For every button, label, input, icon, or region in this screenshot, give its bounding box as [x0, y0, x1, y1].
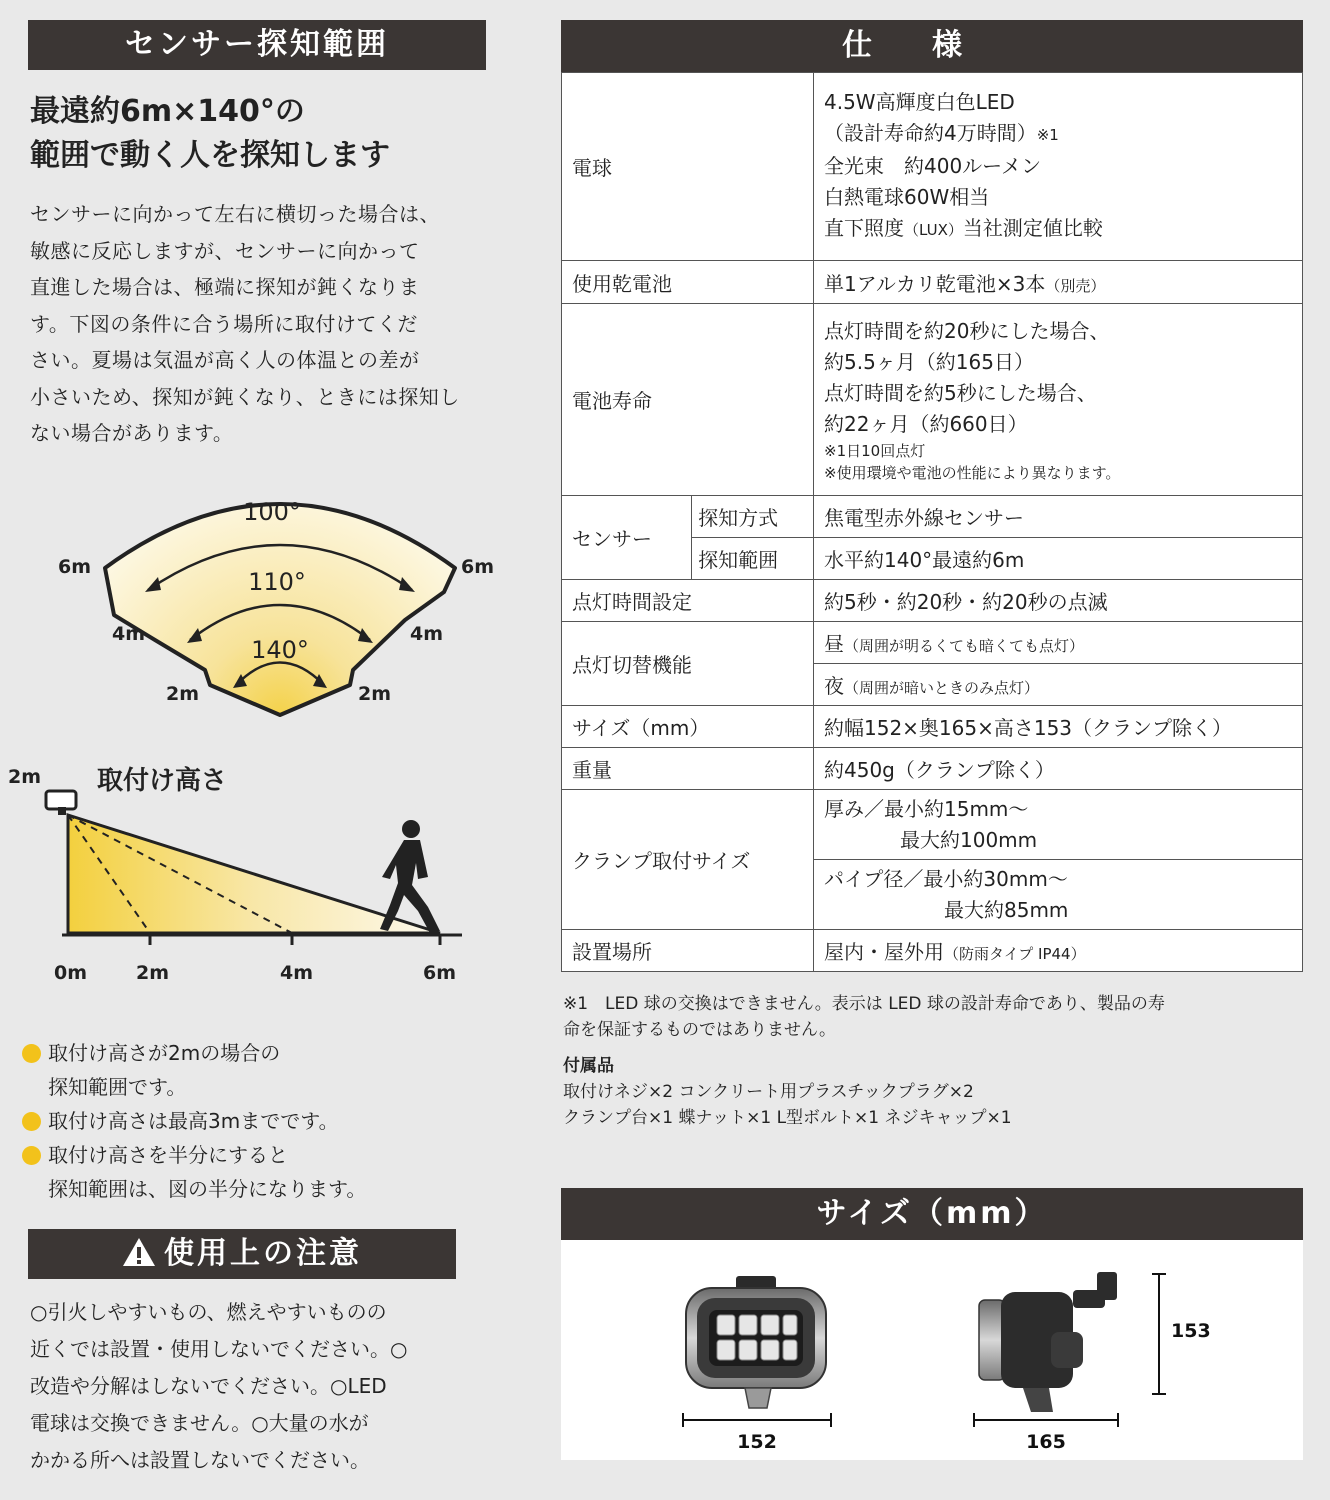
distance-label: 4m [112, 623, 146, 645]
headline-line: 範囲で動く人を探知します [30, 138, 390, 173]
light-side-view-icon [979, 1272, 1117, 1412]
spec-label: 点灯切替機能 [562, 622, 814, 706]
description-line: さい。夏場は気温が高く人の体温との差が [30, 348, 420, 372]
bulb-line: 全光束 約400ルーメン [824, 154, 1042, 178]
life-line: 点灯時間を約5秒にした場合、 [824, 380, 1097, 405]
height-label: 2m [8, 766, 42, 788]
size-header: サイズ（mm） [561, 1188, 1303, 1240]
description-line: センサーに向かって左右に横切った場合は、 [30, 202, 440, 226]
height-dimension-label: 153 [1171, 1320, 1211, 1342]
life-line: 約22ヶ月（約660日） [824, 411, 1028, 436]
spec-value: 焦電型赤外線センサー [814, 496, 1303, 538]
spec-label: 設置場所 [562, 930, 814, 972]
spec-label: 電球 [562, 73, 814, 261]
day-mode: 昼 [824, 632, 844, 656]
note-item [22, 1036, 492, 1104]
height-dimension-line [1152, 1274, 1166, 1394]
distance-label: 6m [461, 556, 495, 578]
bullet-dot-icon [22, 1112, 41, 1131]
spec-value: 約450g（クランプ除く） [814, 748, 1303, 790]
clamp-line: 厚み／最小約15mm～ [824, 796, 1029, 821]
night-mode: 夜 [824, 674, 844, 698]
angle-label-100: 100° [243, 498, 301, 526]
life-note: ※使用環境や電池の性能により異なります。 [824, 463, 1121, 482]
battery-value: 単1アルカリ乾電池×3本 [824, 271, 1046, 296]
battery-note: （別売） [1045, 276, 1106, 295]
description-line: 小さいため、探知が鈍くなり、ときには探知し [30, 384, 460, 409]
sensor-description [30, 196, 500, 452]
headline [30, 90, 500, 178]
description-line: 敏感に反応しますが、センサーに向かって [30, 238, 420, 263]
caution-line: かかる所へは設置しないでください。 [30, 1448, 370, 1472]
bulb-line [824, 213, 1292, 246]
bulb-life-text: （設計寿命約4万時間） [824, 121, 1037, 145]
headline-line: 最遠約6m×140°の [30, 94, 305, 129]
walking-person-icon [380, 820, 440, 933]
life-note: ※1日10回点灯 [824, 441, 926, 460]
accessories-line: クランプ台×1 蝶ナット×1 L型ボルト×1 ネジキャップ×1 [563, 1108, 1012, 1128]
spec-row-weight [562, 748, 1303, 790]
accessories [563, 1053, 1305, 1131]
caution-text [30, 1294, 470, 1479]
spec-header: 仕様 [561, 20, 1303, 72]
bulb-line: 4.5W高輝度白色LED [824, 90, 1015, 114]
description-line: ない場合があります。 [30, 421, 234, 445]
spec-value [814, 930, 1303, 972]
detection-fan-shape [105, 504, 455, 715]
note-line: 取付け高さは最高3mまでです。 [48, 1109, 339, 1133]
angle-label-140: 140° [251, 636, 309, 664]
sensor-range-header: センサー探知範囲 [28, 20, 486, 70]
note-line: 取付け高さを半分にすると [48, 1143, 288, 1167]
footnote-mark: ※1 [1036, 126, 1059, 144]
location-value: 屋内・屋外用 [824, 940, 944, 964]
comparison-text: 当社測定値比較 [962, 216, 1103, 240]
spec-label: 点灯時間設定 [562, 580, 814, 622]
spec-value [814, 860, 1303, 930]
warning-icon [122, 1237, 156, 1267]
spec-row-battery-life [562, 304, 1303, 496]
tick-label: 2m [136, 962, 170, 984]
caution-header [28, 1229, 456, 1279]
note-line: 取付け高さが2mの場合の [48, 1041, 281, 1065]
life-line: 点灯時間を約20秒にした場合、 [824, 318, 1110, 343]
light-front-view-icon [686, 1276, 826, 1408]
depth-label: 165 [1026, 1431, 1066, 1453]
clamp-line: 最大約85mm [944, 897, 1069, 922]
lux-unit: （LUX） [904, 221, 963, 239]
illuminance-text: 直下照度 [824, 216, 904, 240]
footnote [563, 991, 1305, 1043]
caution-line: ○引火しやすいもの、燃えやすいものの [30, 1300, 387, 1324]
spec-value [814, 73, 1303, 261]
spec-row-sensor-method [562, 496, 1303, 538]
spec-row-bulb [562, 73, 1303, 261]
tick-label: 4m [280, 962, 314, 984]
distance-label: 2m [358, 683, 392, 705]
spec-row-switch-day [562, 622, 1303, 664]
description-line: 直進した場合は、極端に探知が鈍くなりま [30, 275, 420, 299]
spec-value [814, 622, 1303, 664]
spec-sublabel: 探知範囲 [692, 538, 814, 580]
footnote-line: ※1 LED 球の交換はできません。表示は LED 球の設計寿命であり、製品の寿 [563, 994, 1165, 1014]
spec-label: 重量 [562, 748, 814, 790]
night-note: （周囲が暗いときのみ点灯） [844, 679, 1040, 697]
note-item [22, 1104, 492, 1138]
day-note: （周囲が明るくても暗くても点灯） [844, 637, 1085, 655]
bullet-dot-icon [22, 1146, 41, 1165]
tick-label: 0m [54, 962, 88, 984]
width-dimension-line [683, 1413, 831, 1427]
clamp-line: パイプ径／最小約30mm～ [824, 866, 1068, 891]
tick-label: 6m [423, 962, 457, 984]
distance-label: 2m [166, 683, 200, 705]
accessories-line: 取付けネジ×2 コンクリート用プラスチックプラグ×2 [563, 1082, 974, 1102]
caution-line: 改造や分解はしないでください。○LED [30, 1374, 387, 1398]
mounting-notes [22, 1036, 492, 1206]
bullet-dot-icon [22, 1044, 41, 1063]
spec-row-timer [562, 580, 1303, 622]
spec-value [814, 790, 1303, 860]
spec-sublabel: 探知方式 [692, 496, 814, 538]
height-title: 取付け高さ [97, 766, 228, 796]
spec-table [561, 72, 1303, 972]
angle-label-110: 110° [248, 568, 306, 596]
spec-label: センサー [562, 496, 692, 580]
spec-label: 使用乾電池 [562, 261, 814, 304]
mounting-height-diagram [0, 755, 480, 995]
spec-value [814, 261, 1303, 304]
clamp-line: 最大約100mm [900, 827, 1038, 852]
accessories-title: 付属品 [563, 1056, 614, 1076]
bulb-line: 白熱電球60W相当 [824, 185, 990, 209]
caution-title: 使用上の注意 [164, 1236, 362, 1271]
spec-value [814, 664, 1303, 706]
width-label: 152 [737, 1431, 777, 1453]
spec-value: 水平約140°最遠約6m [814, 538, 1303, 580]
note-line: 探知範囲です。 [48, 1075, 187, 1099]
caution-line: 電球は交換できません。○大量の水が [30, 1411, 369, 1435]
spec-row-size [562, 706, 1303, 748]
note-line: 探知範囲は、図の半分になります。 [48, 1177, 367, 1201]
spec-label: サイズ（mm） [562, 706, 814, 748]
product-size-illustration [561, 1240, 1303, 1460]
note-item [22, 1138, 492, 1206]
size-panel [561, 1240, 1303, 1460]
spec-label: 電池寿命 [562, 304, 814, 496]
life-line: 約5.5ヶ月（約165日） [824, 349, 1034, 374]
distance-label: 4m [410, 623, 444, 645]
spec-value [814, 304, 1303, 496]
spec-label: クランプ取付サイズ [562, 790, 814, 930]
light-fixture-icon [46, 791, 76, 815]
depth-dimension-line [974, 1413, 1118, 1427]
spec-row-battery [562, 261, 1303, 304]
description-line: す。下図の条件に合う場所に取付けてくだ [30, 311, 418, 336]
bulb-line [824, 118, 1292, 151]
detection-range-diagram [40, 480, 520, 730]
location-note: （防雨タイプ IP44） [944, 945, 1086, 963]
distance-label: 6m [58, 556, 92, 578]
caution-line: 近くでは設置・使用しないでください。○ [30, 1337, 408, 1361]
spec-row-clamp-thickness [562, 790, 1303, 860]
spec-value: 約5秒・約20秒・約20秒の点滅 [814, 580, 1303, 622]
footnote-line: 命を保証するものではありません。 [563, 1020, 837, 1040]
spec-row-location [562, 930, 1303, 972]
spec-value: 約幅152×奥165×高さ153（クランプ除く） [814, 706, 1303, 748]
